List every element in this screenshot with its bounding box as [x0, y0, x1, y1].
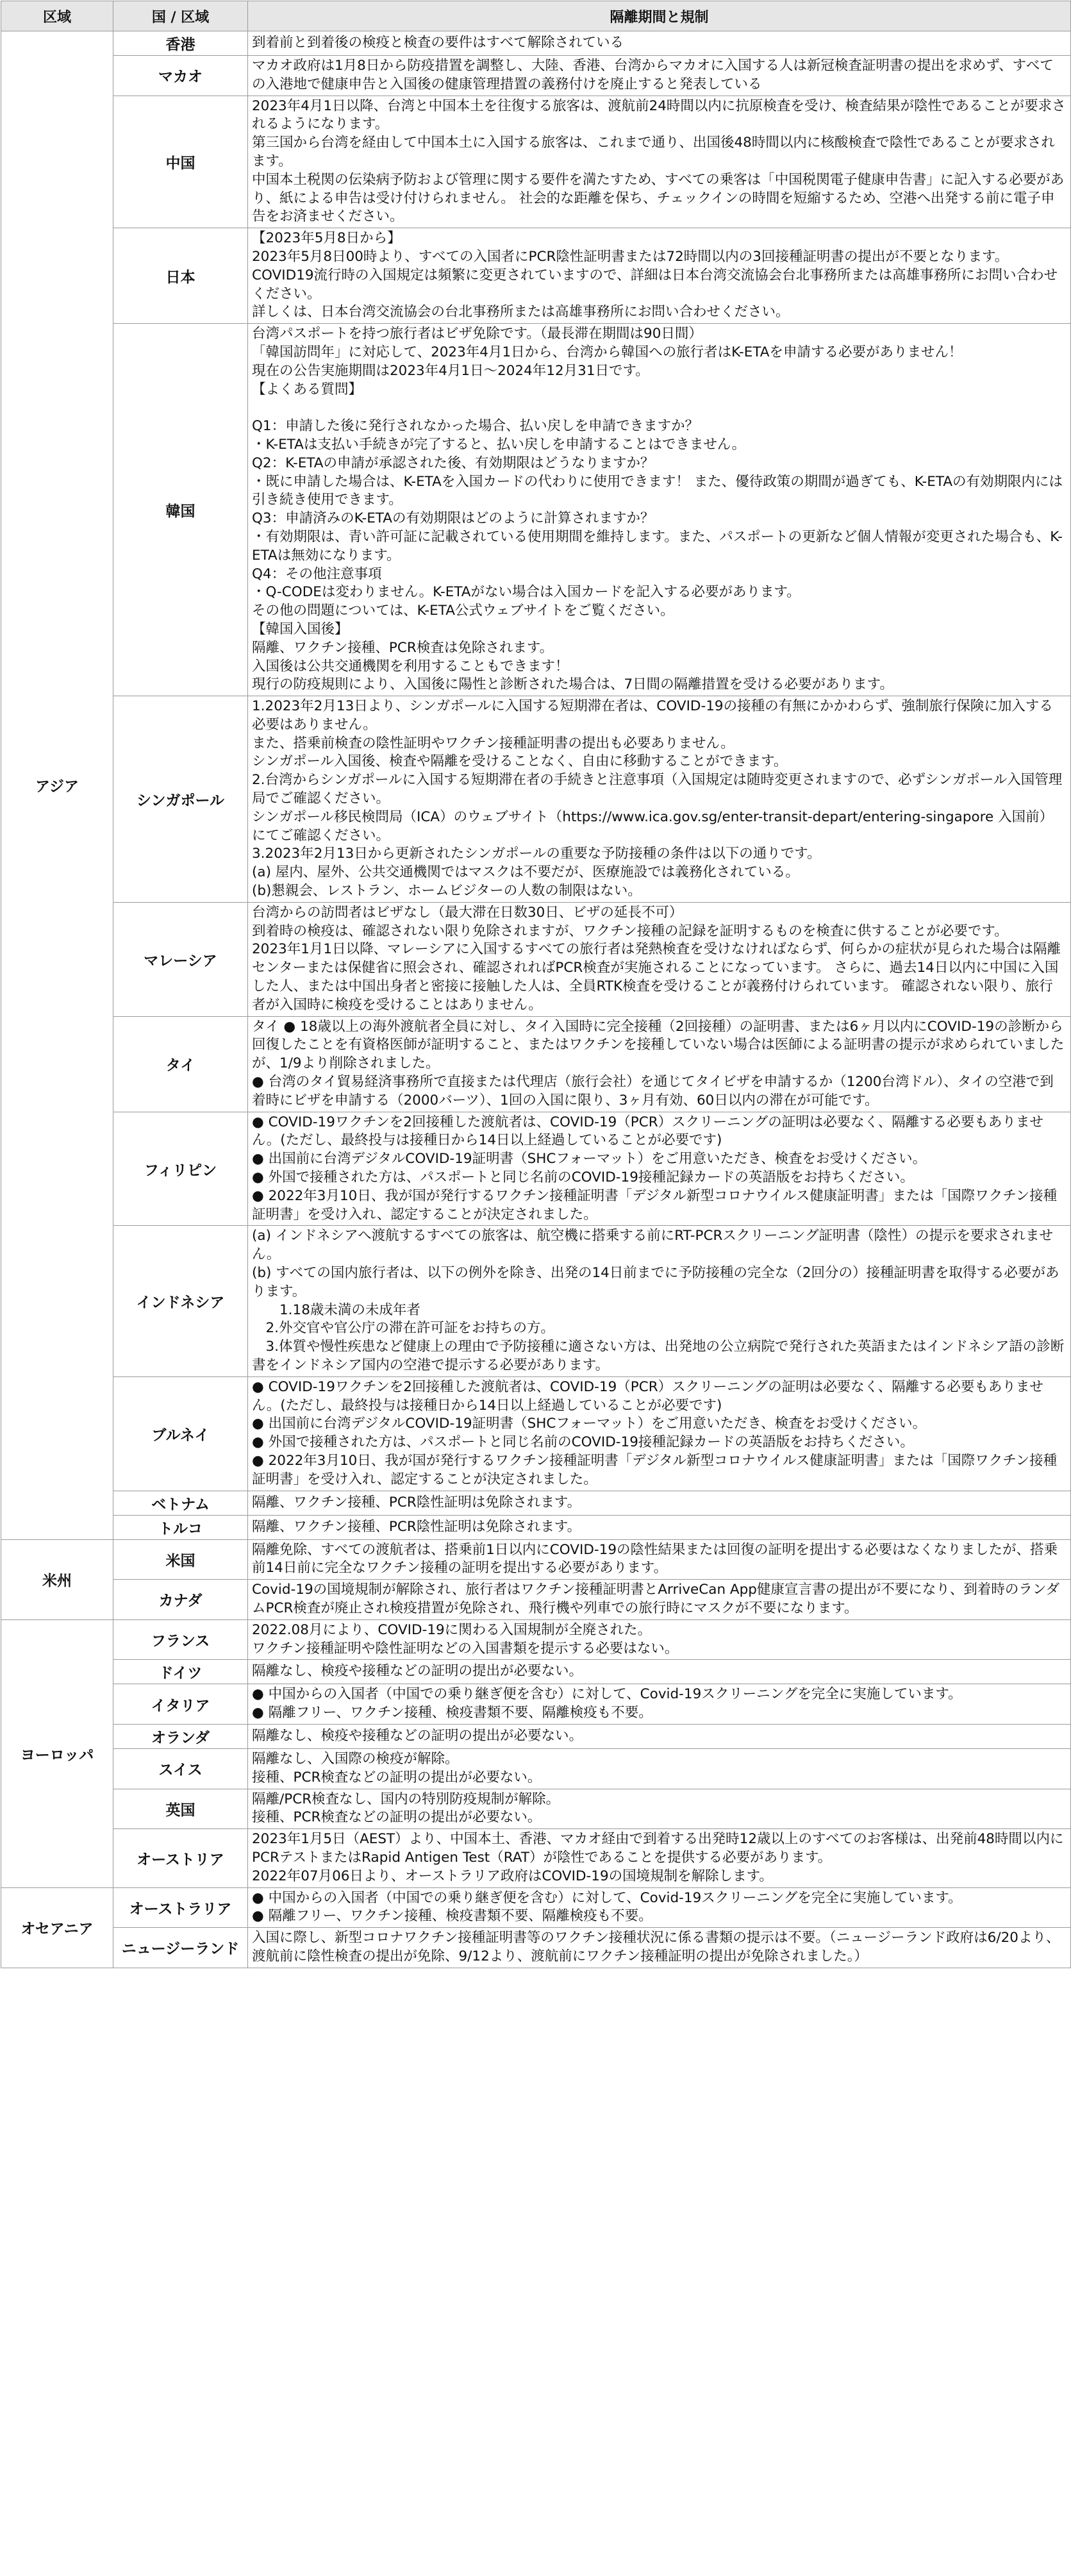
country-cell: マレーシア [113, 902, 248, 1016]
rules-cell: ● 中国からの入国者（中国での乗り継ぎ便を含む）に対して、Covid-19スクリーニングを完全に実施しています。 ● 隔離フリー、ワクチン接種、検疫書類不要、隔離検疫も不要。 [248, 1887, 1071, 1928]
rules-cell: 隔離、ワクチン接種、PCR陰性証明は免除されます。 [248, 1515, 1071, 1539]
rules-cell: 2023年1月5日（AEST）より、中国本土、香港、マカオ経由で到着する出発時12歳以上のすべてのお客様は、出発前48時間以内にPCRテストまたはRapid Antigen Test（RAT）が陰性であることを提供する必要があります。 2022年07月06日より、オーストラリア政府はCOVID-19の国境規制を解除します。 [248, 1829, 1071, 1887]
rules-cell: 2022.08月により、COVID-19に関わる入国規制が全廃された。 ワクチン接種証明や陰性証明などの入国書類を提示する必要はない。 [248, 1619, 1071, 1660]
region-cell: アジア [1, 31, 113, 1540]
country-cell: オーストラリア [113, 1887, 248, 1928]
table-row [1, 1226, 1071, 1376]
rules-cell: 1.2023年2月13日より、シンガポールに入国する短期滞在者は、COVID-19の接種の有無にかかわらず、強制旅行保険に加入する必要はありません。 また、搭乗前検査の陰性証明やワクチン接種証明書の提出も必要ありません。 シンガポール入国後、検査や隔離を受けることなく、自由に移動することができます。 2.台湾からシンガポールに入国する短期滞在者の手続きと注意事項（入国規定は随時変更されますので、必ずシンガポール入国管理局でご確認ください。 シンガポール移民検問局（ICA）のウェブサイト（https://www.ica.gov.sg/enter-transit-depart/entering-singapore 入国前）にてご確認ください。 3.2023年2月13日から更新されたシンガポールの重要な予防接種の条件は以下の通りです。 (a) 屋内、屋外、公共交通機関ではマスクは不要だが、医療施設では義務化されている。 (b)懇親会、レストラン、ホームビジターの人数の制限はない。 [248, 696, 1071, 903]
table-row [1, 1376, 1071, 1491]
country-cell: マカオ [113, 56, 248, 96]
table-row [1, 1887, 1071, 1928]
table-row [1, 1515, 1071, 1539]
table-row [1, 1829, 1071, 1887]
rules-cell: Covid-19の国境規制が解除され、旅行者はワクチン接種証明書とArriveCan App健康宣言書の提出が不要になり、到着時のランダムPCR検査が廃止され検疫措置が免除され、飛行機や列車での旅行時にマスクが不要になります。 [248, 1580, 1071, 1620]
country-cell: トルコ [113, 1515, 248, 1539]
rules-cell: 隔離なし、検疫や接種などの証明の提出が必要ない。 [248, 1660, 1071, 1684]
rules-cell: 入国に際し、新型コロナワクチン接種証明書等のワクチン接種状況に係る書類の提示は不要。（ニュージーランド政府は6/20より、渡航前に陰性検査の提出が免除、9/12より、渡航前にワクチン接種証明の提出が免除されました。） [248, 1928, 1071, 1968]
country-cell: インドネシア [113, 1226, 248, 1376]
table-header-row [1, 1, 1071, 31]
rules-cell: 2023年4月1日以降、台湾と中国本土を往復する旅客は、渡航前24時間以内に抗原検査を受け、検査結果が陰性であることが要求されるようになります。 第三国から台湾を経由して中国本土に入国する旅客は、これまで通り、出国後48時間以内に核酸検査で陰性であることが要求されます。 中国本土税関の伝染病予防および管理に関する要件を満たすため、すべての乗客は「中国税関電子健康申告書」に記入する必要があり、紙による申告は受け付けられません。 社会的な距離を保ち、チェックインの時間を短縮するため、空港へ出発する前に電子申告をお済ませください。 [248, 96, 1071, 228]
rules-cell: ● COVID-19ワクチンを2回接種した渡航者は、COVID-19（PCR）スクリーニングの証明は必要なく、隔離する必要もありません。(ただし、最終投与は接種日から14日以上経過していることが必要です) ● 出国前に台湾デジタルCOVID-19証明書（SHCフォーマット）をご用意いただき、検査をお受けください。 ● 外国で接種された方は、パスポートと同じ名前のCOVID-19接種記録カードの英語版をお持ちください。 ● 2022年3月10日、我が国が発行するワクチン接種証明書「デジタル新型コロナウイルス健康証明書」または「国際ワクチン接種証明書」を受け入れ、認定することが決定されました。 [248, 1376, 1071, 1491]
table-row [1, 324, 1071, 696]
table-row [1, 1112, 1071, 1226]
table-row [1, 1491, 1071, 1515]
table-row [1, 1748, 1071, 1789]
table-row [1, 1724, 1071, 1748]
country-cell: 日本 [113, 228, 248, 324]
rules-cell: マカオ政府は1月8日から防疫措置を調整し、大陸、香港、台湾からマカオに入国する人は新冠検査証明書の提出を求めず、すべての入港地で健康申告と入国後の健康管理措置の義務付けを廃止すると発表している [248, 56, 1071, 96]
table-row [1, 1684, 1071, 1725]
rules-cell: 到着前と到着後の検疫と検査の要件はすべて解除されている [248, 31, 1071, 56]
table-row [1, 228, 1071, 324]
rules-cell: 台湾からの訪問者はビザなし（最大滞在日数30日、ビザの延長不可） 到着時の検疫は、確認されない限り免除されますが、ワクチン接種の記録を証明するものを検査に供することが必要です。 2023年1月1日以降、マレーシアに入国するすべての旅行者は発熱検査を受けなければならず、何らかの症状が見られた場合は隔離センターまたは保健省に照会され、確認されればPCR検査が実施されることになっています。 さらに、過去14日以内に中国に入国した人、または中国出身者と密接に接触した人は、全員RTK検査を受けることが義務付けられています。 確認されない限り、旅行者が入国時に検疫を受けることはありません。 [248, 902, 1071, 1016]
country-cell: 韓国 [113, 324, 248, 696]
country-cell: ベトナム [113, 1491, 248, 1515]
region-cell: ヨーロッパ [1, 1619, 113, 1887]
table-row [1, 1789, 1071, 1829]
rules-cell: 台湾パスポートを持つ旅行者はビザ免除です。（最長滞在期間は90日間） 「韓国訪問年」に対応して、2023年4月1日から、台湾から韓国への旅行者はK-ETAを申請する必要がありません！ 現在の公告実施期間は2023年4月1日～2024年12月31日です。 【よくある質問】 Q1：申請した後に発行されなかった場合、払い戻しを申請できますか？ ・K-ETAは支払い手続きが完了すると、払い戻しを申請することはできません。 Q2：K-ETAの申請が承認された後、有効期限はどうなりますか？ ・既に申請した場合は、K-ETAを入国カードの代わりに使用できます！ また、優待政策の期間が過ぎても、K-ETAの有効期限内には引き続き使用できます。 Q3：申請済みのK-ETAの有効期限はどのように計算されますか？ ・有効期限は、青い許可証に記載されている使用期間を維持します。また、パスポートの更新など個人情報が変更された場合も、K-ETAは無効になります。 Q4：その他注意事項 ・Q-CODEは変わりません。K-ETAがない場合は入国カードを記入する必要があります。 その他の問題については、K-ETA公式ウェブサイトをご覧ください。 【韓国入国後】 隔離、ワクチン接種、PCR検査は免除されます。 入国後は公共交通機関を利用することもできます！ 現行の防疫規則により、入国後に陽性と診断された場合は、7日間の隔離措置を受ける必要があります。 [248, 324, 1071, 696]
country-cell: ドイツ [113, 1660, 248, 1684]
table-row [1, 96, 1071, 228]
table-row [1, 1016, 1071, 1112]
table-row [1, 1660, 1071, 1684]
rules-cell: 隔離/PCR検査なし、国内の特別防疫規制が解除。 接種、PCR検査などの証明の提出が必要ない。 [248, 1789, 1071, 1829]
rules-cell: 隔離なし、入国際の検疫が解除。 接種、PCR検査などの証明の提出が必要ない。 [248, 1748, 1071, 1789]
rules-cell: ● COVID-19ワクチンを2回接種した渡航者は、COVID-19（PCR）スクリーニングの証明は必要なく、隔離する必要もありません。(ただし、最終投与は接種日から14日以上経過していることが必要です) ● 出国前に台湾デジタルCOVID-19証明書（SHCフォーマット）をご用意いただき、検査をお受けください。 ● 外国で接種された方は、パスポートと同じ名前のCOVID-19接種記録カードの英語版をお持ちください。 ● 2022年3月10日、我が国が発行するワクチン接種証明書「デジタル新型コロナウイルス健康証明書」または「国際ワクチン接種証明書」を受け入れ、認定することが決定されました。 [248, 1112, 1071, 1226]
country-cell: 英国 [113, 1789, 248, 1829]
rules-cell: ● 中国からの入国者（中国での乗り継ぎ便を含む）に対して、Covid-19スクリーニングを完全に実施しています。 ● 隔離フリー、ワクチン接種、検疫書類不要、隔離検疫も不要。 [248, 1684, 1071, 1725]
table-row [1, 1928, 1071, 1968]
rules-cell: (a) インドネシアへ渡航するすべての旅客は、航空機に搭乗する前にRT-PCRスクリーニング証明書（陰性）の提示を要求されません。 (b) すべての国内旅行者は、以下の例外を除き、出発の14日前までに予防接種の完全な（2回分の）接種証明書を取得する必要があります。 1.18歳未満の未成年者 2.外交官や官公庁の滞在許可証をお持ちの方。 3.体質や慢性疾患など健康上の理由で予防接種に適さない方は、出発地の公立病院で発行された英語またはインドネシア語の診断書をインドネシア国内の空港で提示する必要があります。 [248, 1226, 1071, 1376]
region-cell: オセアニア [1, 1887, 113, 1968]
header-region: 区域 [1, 1, 113, 31]
country-cell: シンガポール [113, 696, 248, 903]
country-cell: タイ [113, 1016, 248, 1112]
country-cell: 香港 [113, 31, 248, 56]
country-cell: オーストリア [113, 1829, 248, 1887]
table-row [1, 31, 1071, 56]
table-row [1, 1619, 1071, 1660]
rules-cell: タイ ● 18歳以上の海外渡航者全員に対し、タイ入国時に完全接種（2回接種）の証明書、または6ヶ月以内にCOVID-19の診断から回復したことを有資格医師が証明すること、またはワクチンを接種していない場合は医師による証明書の提示が求められていましたが、1/9より削除されました。 ● 台湾のタイ貿易経済事務所で直接または代理店（旅行会社）を通じてタイビザを申請するか（1200台湾ドル）、タイの空港で到着時にビザを申請する（2000バーツ）、1回の入国に限り、3ヶ月有効、60日以内の滞在が可能です。 [248, 1016, 1071, 1112]
country-cell: オランダ [113, 1724, 248, 1748]
country-cell: ブルネイ [113, 1376, 248, 1491]
table-row [1, 56, 1071, 96]
table-row [1, 1580, 1071, 1620]
table-row [1, 902, 1071, 1016]
country-cell: スイス [113, 1748, 248, 1789]
table-body [1, 31, 1071, 1968]
header-rules: 隔離期間と規制 [248, 1, 1071, 31]
rules-cell: 隔離免除、すべての渡航者は、搭乗前1日以内にCOVID-19の陰性結果または回復の証明を提出する必要はなくなりましたが、搭乗前14日前に完全なワクチン接種の証明を提出する必要があります。 [248, 1539, 1071, 1580]
country-cell: ニュージーランド [113, 1928, 248, 1968]
rules-cell: 隔離なし、検疫や接種などの証明の提出が必要ない。 [248, 1724, 1071, 1748]
quarantine-rules-table [1, 1, 1071, 1968]
header-country: 国 / 区域 [113, 1, 248, 31]
region-cell: 米州 [1, 1539, 113, 1619]
country-cell: フィリピン [113, 1112, 248, 1226]
rules-cell: 隔離、ワクチン接種、PCR陰性証明は免除されます。 [248, 1491, 1071, 1515]
rules-cell: 【2023年5月8日から】 2023年5月8日00時より、すべての入国者にPCR陰性証明書または72時間以内の3回接種証明書の提出が不要となります。 COVID19流行時の入国規定は頻繁に変更されていますので、詳細は日本台湾交流協会台北事務所または高雄事務所にお問い合わせください。 詳しくは、日本台湾交流協会の台北事務所または高雄事務所にお問い合わせください。 [248, 228, 1071, 324]
country-cell: イタリア [113, 1684, 248, 1725]
table-row [1, 696, 1071, 903]
country-cell: 米国 [113, 1539, 248, 1580]
country-cell: 中国 [113, 96, 248, 228]
country-cell: フランス [113, 1619, 248, 1660]
country-cell: カナダ [113, 1580, 248, 1620]
table-row [1, 1539, 1071, 1580]
